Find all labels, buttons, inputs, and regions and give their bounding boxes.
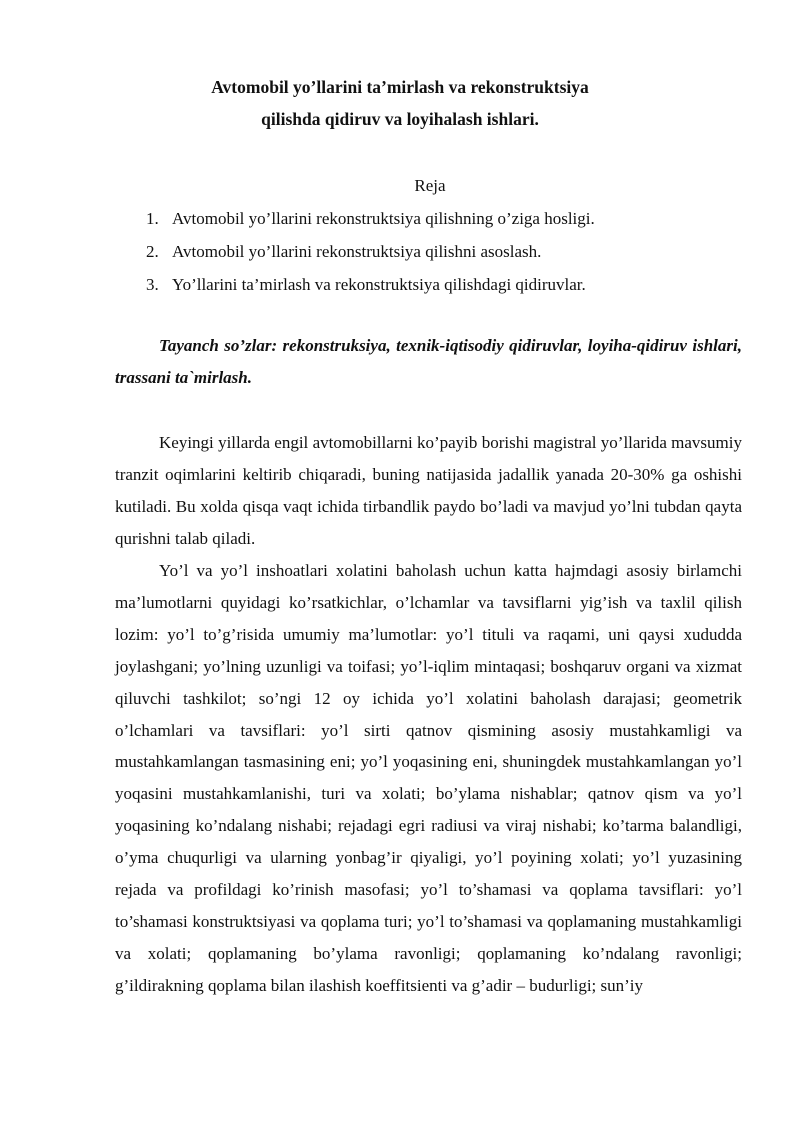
keywords-text: Tayanch so’zlar: rekonstruksiya, texnik-iqtisodiy qidiruvlar, loyiha-qidiruv ishlari, trassani ta`mirlash. [115, 336, 742, 387]
plan-item-number: 3. [146, 275, 159, 294]
plan-item [146, 235, 595, 268]
plan-item-number: 2. [146, 242, 159, 261]
keywords-paragraph [115, 330, 742, 394]
plan-item-text: Avtomobil yo’llarini rekonstruktsiya qilishni asoslash. [172, 242, 542, 261]
plan-item [146, 268, 595, 301]
document-title-line-1: Avtomobil yo’llarini ta’mirlash va rekonstruktsiya [211, 77, 589, 97]
body-paragraph-2: Yo’l va yo’l inshoatlari xolatini baholash uchun katta hajmdagi asosiy birlamchi ma’lumotlarni quyidagi ko’rsatkichlar, o’lchamlar va tavsiflarni yig’ish va taxlil qilish lozim: yo’l to’g’risida umumiy ma’lumotlar: yo’l tituli va raqami, uni qaysi xududda joylashgani; yo’lning uzunligi va toifasi; yo’l-iqlim mintaqasi; boshqaruv organi va xizmat qiluvchi tashkilot; so’ngi 12 oy ichida yo’l xolatini baholash darajasi; geometrik o’lchamlari va tavsiflari: yo’l sirti qatnov qismining asosiy mustahkamligi va mustahkamlangan tasmasining eni; yo’l yoqasining eni, shuningdek mustahkamlangan yo’l yoqasini mustahkamlanishi, turi va xolati; bo’ylama nishablar; qatnov qism va yo’l yoqasining ko’ndalang nishabi; rejadagi egri radiusi va viraj nishabi; ko’tarma balandligi, o’yma chuqurligi va ularning yonbag’ir qiyaligi, yo’l poyining xolati; yo’l yuzasining rejada va profildagi ko’rinish masofasi; yo’l to’shamasi va qoplama tavsiflari: yo’l to’shamasi konstruktsiyasi va qoplama turi; yo’l to’shamasi va qoplamaning mustahkamligi va xolati; qoplamaning bo’ylama ravonligi; qoplamaning ko’ndalang ravonligi; g’ildirakning qoplama bilan ilashish koeffitsienti va g’adir – budurligi; sun’iy [115, 561, 742, 995]
plan-list [146, 202, 595, 301]
plan-item [146, 202, 595, 235]
plan-item-text: Avtomobil yo’llarini rekonstruktsiya qilishning o’ziga hosligi. [172, 209, 595, 228]
document-title-line-2: qilishda qidiruv va loyihalash ishlari. [261, 109, 539, 129]
body-paragraph-1: Keyingi yillarda engil avtomobillarni ko’payib borishi magistral yo’llarida mavsumiy tranzit oqimlarini keltirib chiqaradi, buning natijasida jadallik yanada 20-30% ga oshishi kutiladi. Bu xolda qisqa vaqt ichida tirbandlik paydo bo’ladi va mavjud yo’lni tubdan qayta qurishni talab qiladi. [115, 433, 742, 548]
plan-item-text: Yo’llarini ta’mirlash va rekonstruktsiya qilishdagi qidiruvlar. [172, 275, 586, 294]
plan-item-number: 1. [146, 209, 159, 228]
plan-heading: Reja [414, 176, 446, 195]
